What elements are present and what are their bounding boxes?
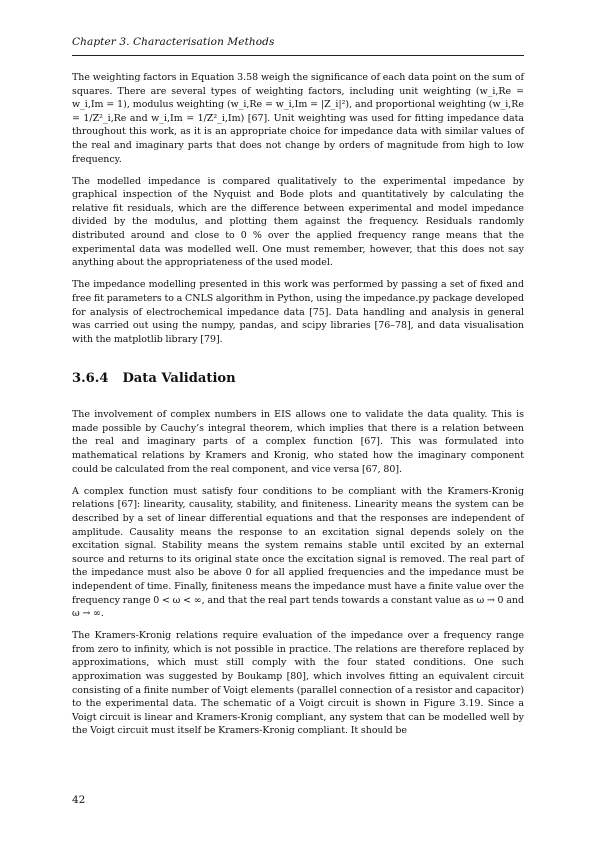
- running-header: Chapter 3. Characterisation Methods: [72, 36, 275, 48]
- section-heading: [72, 371, 524, 387]
- paragraph-weighting-factors: The weighting factors in Equation 3.58 weigh the significance of each data point on the sum of squares. There are several types of weighting factors, including unit weighting (w_i,Re = w_i,Im = 1), modulus weighting (w_i,Re = w_i,Im = |Z_i|²), and proportional weighting (w_i,Re = 1/Z²_i,Re and w_i,Im = 1/Z²_i,Im) [67]. Unit weighting was used for fitting impedance data throughout this work, as it is an appropriate choice for impedance data with similar values of the real and imaginary parts that does not change by orders of magnitude from high to low frequency.: [72, 72, 524, 165]
- header-rule: [72, 55, 524, 56]
- paragraph-impedance-modelling: The impedance modelling presented in this work was performed by passing a set of fixed and free fit parameters to a CNLS algorithm in Python, using the impedance.py package developed for analysis of electrochemical impedance data [75]. Data handling and analysis in general was carried out using the numpy, pandas, and scipy libraries [76–78], and data visualisation with the matplotlib library [79].: [72, 279, 524, 345]
- section-title: Data Validation: [122, 371, 236, 387]
- body-text: [72, 71, 524, 746]
- paragraph-model-comparison: The modelled impedance is compared qualitatively to the experimental impedance by graphical inspection of the Nyquist and Bode plots and quantitatively by calculating the relative fit residuals, which are the difference between experimental and model impedance divided by the modulus, and plotting them against the frequency. Residuals randomly distributed around and close to 0 % over the applied frequency range means that the experimental data was modelled well. One must remember, however, that this does not say anything about the appropriateness of the used model.: [72, 175, 524, 269]
- paragraph-complex-numbers: The involvement of complex numbers in EIS allows one to validate the data quality. This is made possible by Cauchy’s integral theorem, which implies that there is a relation between the real and imaginary parts of a complex function [67]. This was formulated into mathematical relations by Kramers and Kronig, who stated how the imaginary component could be calculated from the real component, and vice versa [67, 80].: [72, 409, 524, 475]
- section-number: 3.6.4: [72, 371, 109, 387]
- page-number: 42: [72, 794, 86, 806]
- paragraph-kk-approximation: The Kramers-Kronig relations require evaluation of the impedance over a frequency range from zero to infinity, which is not possible in practice. The relations are therefore replaced by approximations, which must still comply with the four stated conditions. One such approximation was suggested by Boukamp [80], which involves fitting an equivalent circuit consisting of a finite number of Voigt elements (parallel connection of a resistor and capacitor) to the experimental data. The schematic of a Voigt circuit is shown in Figure 3.19. Since a Voigt circuit is linear and Kramers-Kronig compliant, any system that can be modelled well by the Voigt circuit must itself be Kramers-Kronig compliant. It should be: [72, 630, 524, 737]
- paragraph-kk-conditions: A complex function must satisfy four conditions to be compliant with the Kramers-Kronig relations [67]: linearity, causality, stability, and finiteness. Linearity means the system can be described by a set of linear differential equations and that the responses are independent of amplitude. Causality means the response to an excitation signal depends solely on the excitation signal. Stability means the system remains stable until excited by an external source and returns to its original state once the excitation signal is removed. The real part of the impedance must also be above 0 for all applied frequencies and the impedance must be independent of time. Finally, finiteness means the impedance must have a finite value over the frequency range 0 < ω < ∞, and that the real part tends towards a constant value as ω → 0 and ω → ∞.: [72, 485, 524, 620]
